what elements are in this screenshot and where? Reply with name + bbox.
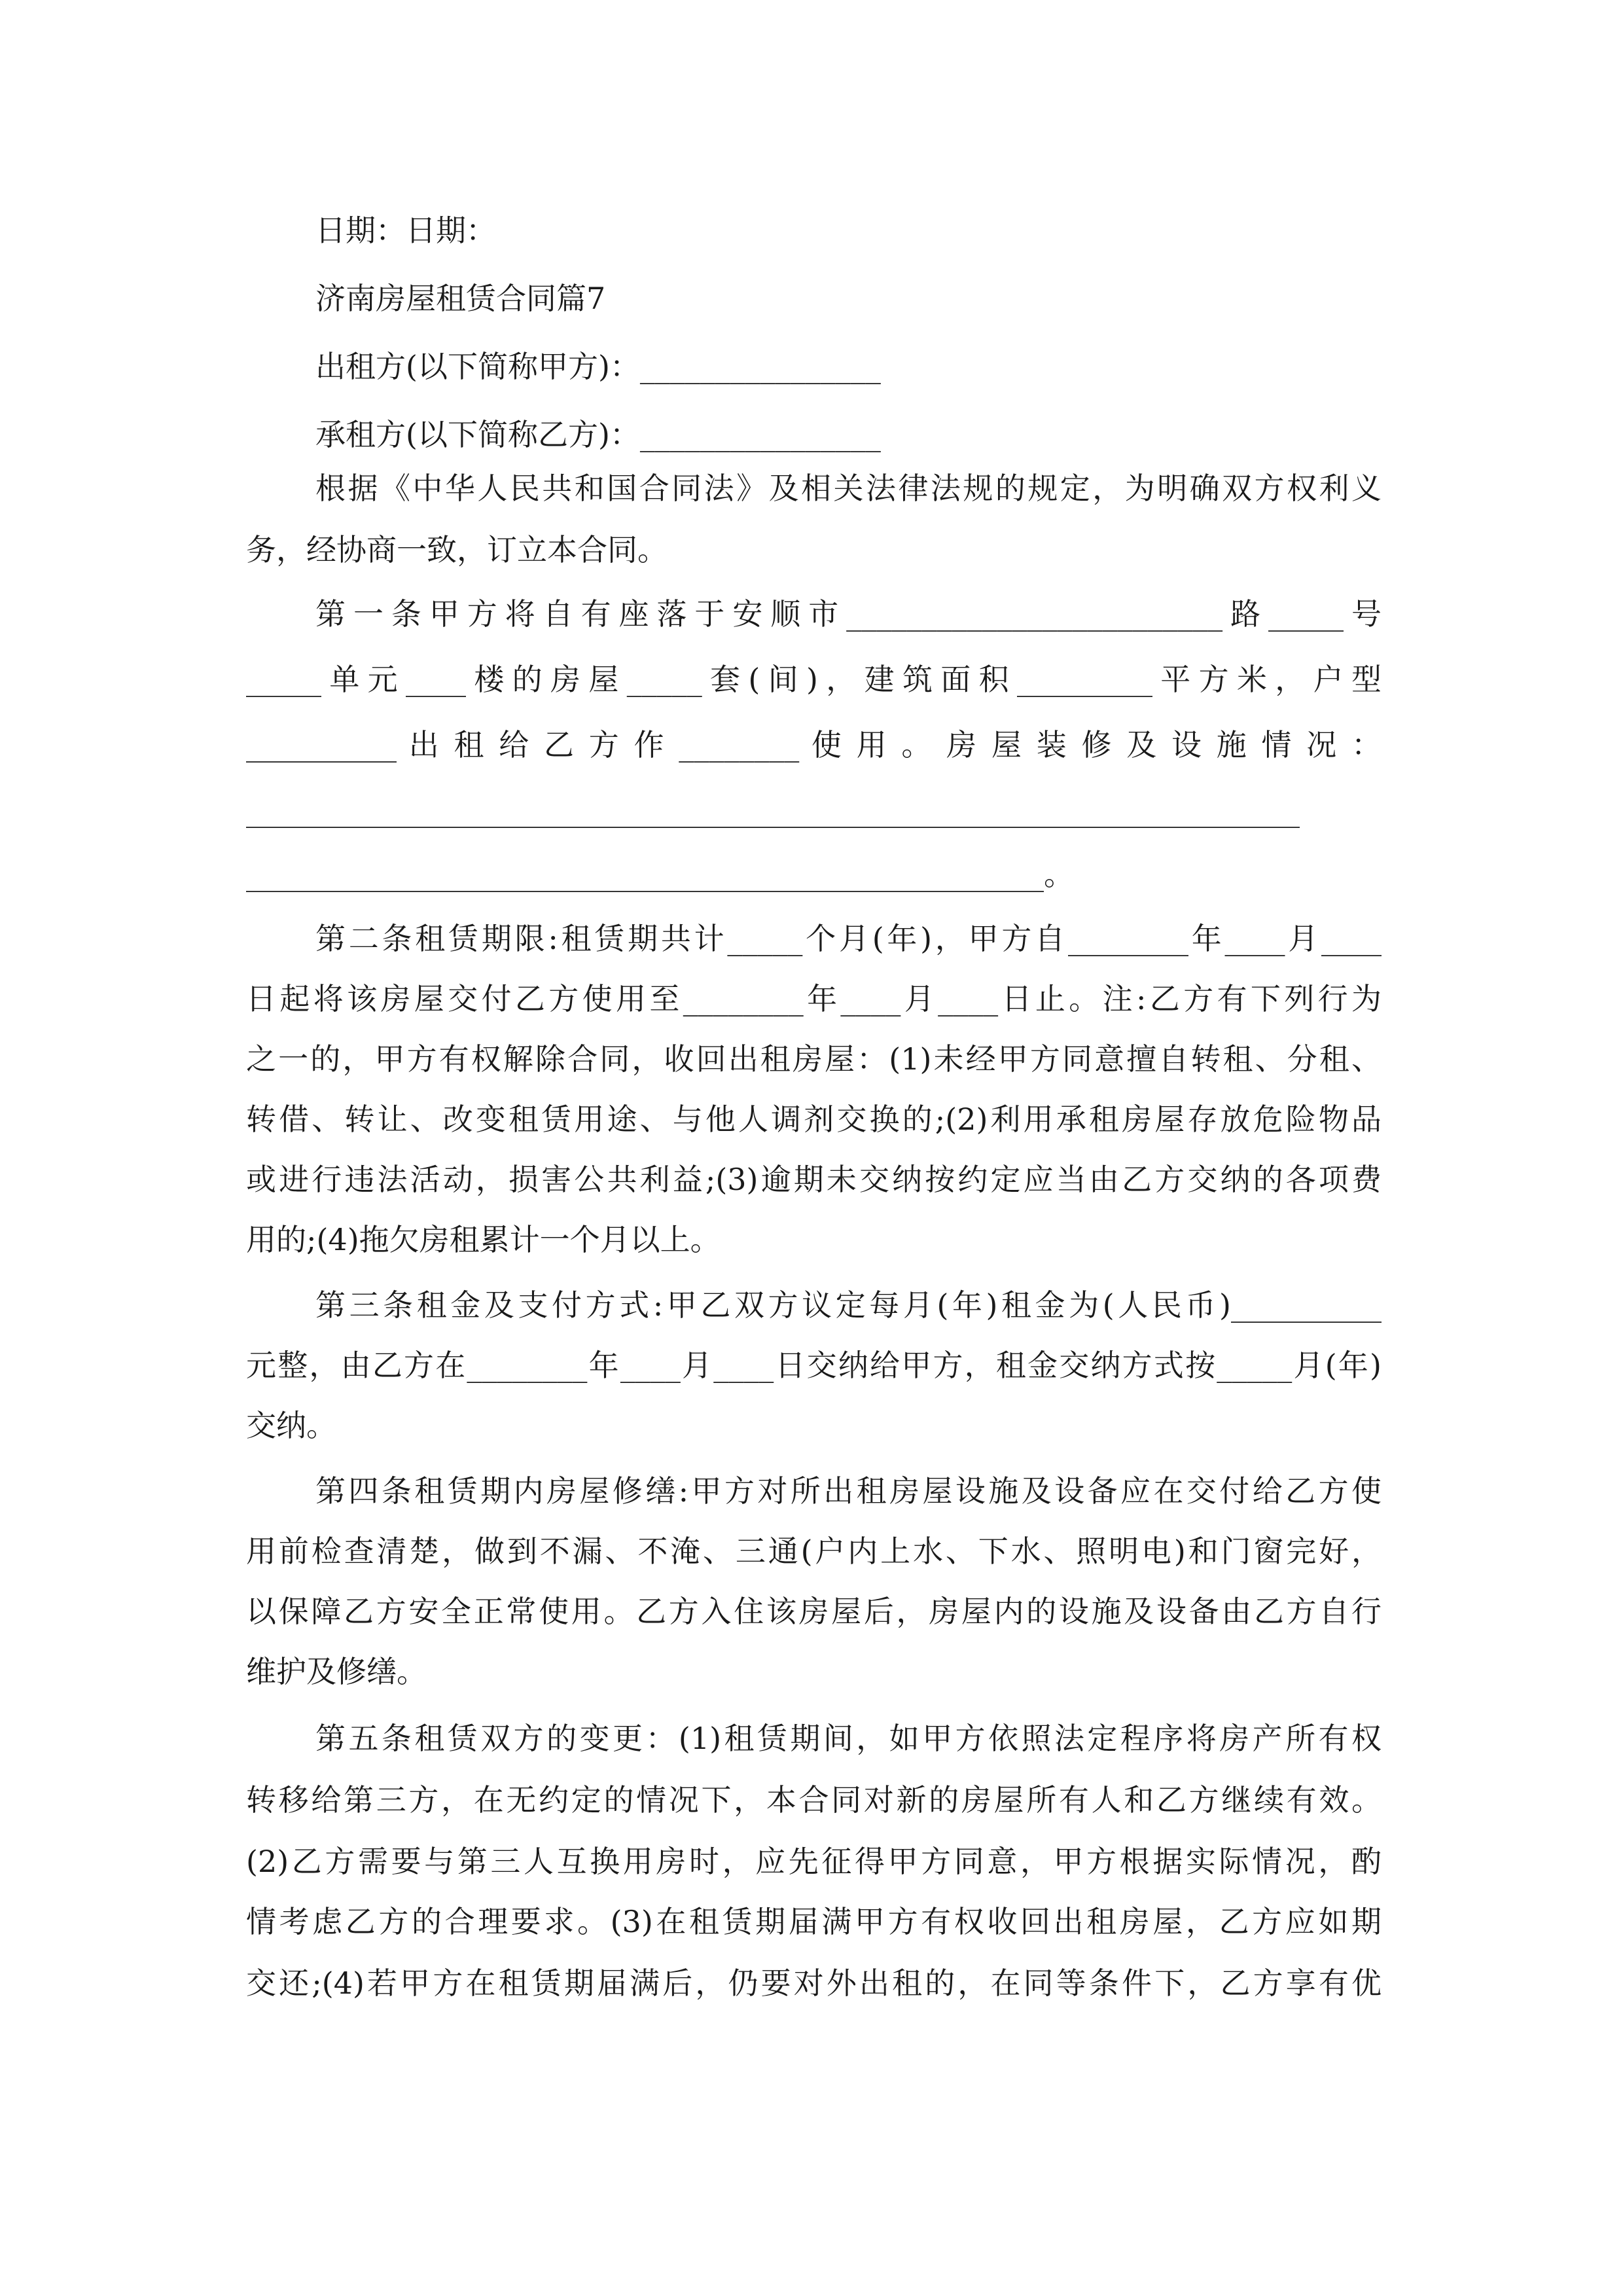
article-5-line: 第五条租赁双方的变更：(1)租赁期间，如甲方依照法定程序将房产所有权	[315, 1721, 1382, 1756]
article-3-line: 元整，由乙方在________年____月____日交纳给甲方，租金交纳方式按_____月(年)	[246, 1348, 1382, 1383]
lessor-line: 出租方(以下简称甲方)：________________	[315, 349, 881, 384]
article-1-blank-line: ______________________________________________________________________	[246, 793, 1300, 828]
article-4-line: 以保障乙方安全正常使用。乙方入住该房屋后，房屋内的设施及设备由乙方自行	[246, 1594, 1382, 1629]
article-2-line: 或进行违法活动，损害公共利益;(3)逾期未交纳按约定应当由乙方交纳的各项费	[246, 1162, 1382, 1197]
date-line: 日期：日期：	[315, 213, 496, 248]
lessee-line: 承租方(以下简称乙方)：________________	[315, 417, 881, 452]
article-3-line: 第三条租金及支付方式:甲乙双方议定每月(年)租金为(人民币)__________	[315, 1287, 1382, 1323]
article-1-line: __________ 出 租 给 乙 方 作 ________ 使 用 。 房 屋 装 修 及 设 施 情 况 ：	[246, 727, 1382, 762]
article-5-line: (2)乙方需要与第三人互换用房时，应先征得甲方同意，甲方根据实际情况，酌	[246, 1844, 1382, 1879]
article-3-line: 交纳。	[246, 1408, 336, 1443]
article-2-line: 日起将该房屋交付乙方使用至________年____月____日止。注:乙方有下列行为	[246, 981, 1382, 1016]
article-5-line: 转移给第三方，在无约定的情况下，本合同对新的房屋所有人和乙方继续有效。	[246, 1782, 1382, 1818]
article-5-line: 交还;(4)若甲方在租赁期届满后，仍要对外出租的，在同等条件下，乙方享有优	[246, 1965, 1382, 2001]
article-4-line: 第四条租赁期内房屋修缮:甲方对所出租房屋设施及设备应在交付给乙方使	[315, 1473, 1382, 1509]
preamble-line: 根据《中华人民共和国合同法》及相关法律法规的规定，为明确双方权利义	[315, 471, 1382, 506]
article-2-line: 第二条租赁期限:租赁期共计_____个月(年)，甲方自________年____月____	[315, 921, 1382, 956]
article-2-line: 用的;(4)拖欠房租累计一个月以上。	[246, 1222, 721, 1257]
article-2-line: 转借、转让、改变租赁用途、与他人调剂交换的;(2)利用承租房屋存放危险物品	[246, 1102, 1382, 1137]
article-2-line: 之一的，甲方有权解除合同，收回出租房屋：(1)未经甲方同意擅自转租、分租、	[246, 1041, 1382, 1077]
preamble-line: 务，经协商一致，订立本合同。	[246, 532, 668, 567]
article-4-line: 维护及修缮。	[246, 1654, 427, 1689]
article-1-line: _____单元____楼的房屋_____套(间)，建筑面积_________平方米，户型	[246, 662, 1382, 697]
contract-title: 济南房屋租赁合同篇7	[315, 281, 606, 316]
article-1-blank-line: _____________________________________________________。	[246, 857, 1074, 892]
article-5-line: 情考虑乙方的合理要求。(3)在租赁期届满甲方有权收回出租房屋，乙方应如期	[246, 1904, 1382, 1939]
article-4-line: 用前检查清楚，做到不漏、不淹、三通(户内上水、下水、照明电)和门窗完好，	[246, 1534, 1382, 1569]
article-1-line: 第一条甲方将自有座落于安顺市_________________________路_____号	[315, 596, 1382, 632]
